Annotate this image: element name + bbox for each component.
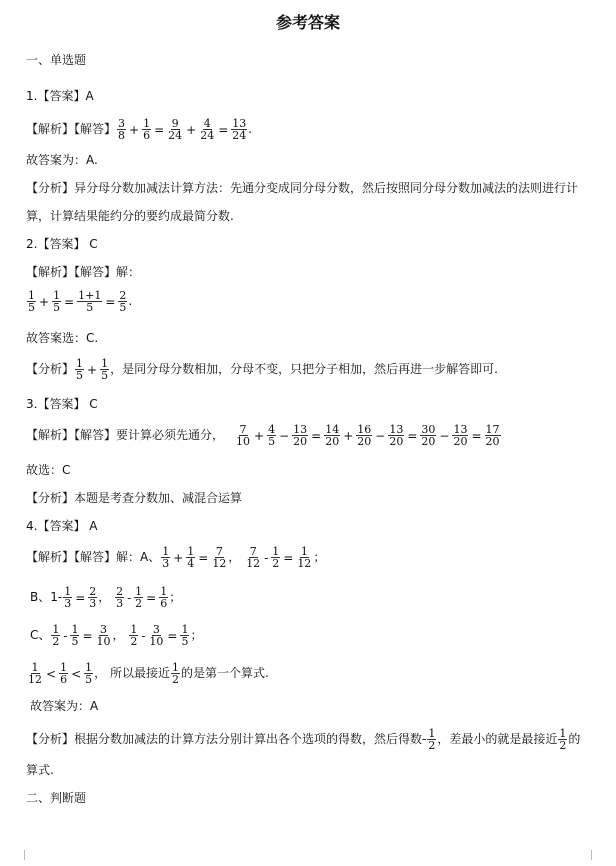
denominator: 12 [212, 557, 227, 570]
q2-conclusion: 故答案选：C. [26, 331, 99, 345]
math-operator: + [254, 428, 265, 443]
denominator: 12 [246, 557, 261, 570]
denominator: 20 [485, 435, 500, 448]
fraction [231, 118, 247, 141]
q4-eq-c2 [128, 624, 190, 647]
q2-equation [26, 290, 128, 313]
denominator: 3 [162, 557, 170, 570]
fraction [267, 424, 276, 447]
numerator: 1 [135, 585, 143, 598]
math-operator: + [39, 294, 50, 309]
numerator: 13 [453, 423, 468, 436]
page-corner-mark-left [14, 850, 25, 860]
q4-explanation: 【分析】根据分数加减法的计算方法分别计算出各个选项的得数，然后得数- $\frac{1}{2}$ ，差最小的就是最接近 $\frac{1}{2}$ 的 [26, 727, 581, 752]
math-operator: - [127, 590, 132, 605]
fraction [27, 662, 43, 685]
math-operator: < [46, 666, 57, 681]
numerator: 3 [118, 117, 126, 130]
numerator: 4 [203, 117, 211, 130]
numerator: 1 [28, 289, 35, 302]
denominator: 5 [268, 435, 276, 448]
denominator: 20 [453, 435, 468, 448]
numerator: 14 [325, 423, 340, 436]
numerator: 3 [152, 623, 160, 636]
q1-explanation-line2: 算，计算结果能约分的要约成最简分数. [26, 209, 234, 223]
section-heading-true-false: 二、判断题 [26, 791, 87, 805]
q1-analysis: 【解析】【解答】 $\frac{3}{8}$ + $\frac{1}{6}$ = $\frac{9}{24}$ + $\frac{4}{24}$ = $\frac{13}{24}$ . [26, 117, 253, 142]
numerator: 16 [357, 423, 372, 436]
denominator: 10 [149, 635, 164, 648]
numerator: 1 [52, 623, 60, 636]
fraction [292, 424, 308, 447]
numerator: 4 [268, 423, 276, 436]
denominator: 5 [85, 673, 93, 686]
numerator: 3 [100, 623, 108, 636]
denominator: 6 [160, 597, 168, 610]
denominator: 2 [428, 739, 436, 752]
fraction [161, 546, 170, 569]
fraction [427, 728, 436, 751]
fraction [88, 586, 97, 609]
q3-equation [234, 424, 502, 447]
fraction [211, 546, 227, 569]
numerator: 13 [232, 117, 247, 130]
q4-eq-a1 [160, 546, 228, 569]
numerator: 13 [293, 423, 308, 436]
numerator: 13 [389, 423, 404, 436]
denominator: 12 [28, 673, 42, 686]
q2-explanation-expression [74, 358, 110, 381]
numerator: 1 [428, 727, 436, 740]
q4-analysis-c: C、 $\frac{1}{2}$ - $\frac{1}{5}$ = $\frac{3}{10}$ ， $\frac{1}{2}$ - $\frac{3}{10}$ = $\frac{1}{5}$ ； [30, 623, 203, 648]
q1-explanation-line1: 【分析】异分母分数加减法计算方法：先通分变成同分母分数，然后按照同分母分数加减法的法则进行计 [26, 181, 579, 195]
numerator: 30 [421, 423, 436, 436]
denominator: 3 [116, 597, 124, 610]
page-title: 参考答案 [275, 13, 340, 32]
fraction [77, 290, 102, 313]
math-operator: = [64, 294, 75, 309]
numerator: 1 [85, 661, 93, 674]
numerator: 1 [64, 585, 72, 598]
q1-equation [116, 118, 248, 141]
denominator: 5 [86, 301, 94, 314]
math-operator: = [105, 294, 116, 309]
denominator: 24 [200, 129, 215, 142]
fraction [171, 662, 180, 685]
q3-answer: 3.【答案】 C [26, 397, 98, 411]
fraction [142, 118, 151, 141]
fraction [356, 424, 372, 447]
numerator: 1 [187, 545, 195, 558]
fraction [51, 624, 60, 647]
fraction [100, 358, 109, 381]
denominator: 3 [64, 597, 72, 610]
numerator: 1 [559, 727, 567, 740]
numerator: 1 [76, 357, 84, 370]
denominator: 5 [53, 301, 61, 314]
fraction [558, 728, 567, 751]
fraction [27, 290, 36, 313]
fraction [180, 624, 189, 647]
fraction [117, 118, 126, 141]
denominator: 5 [71, 635, 79, 648]
numerator: 1 [272, 545, 280, 558]
numerator: 1 [53, 289, 61, 302]
denominator: 2 [272, 557, 280, 570]
denominator: 20 [357, 435, 372, 448]
fraction [452, 424, 468, 447]
fraction [70, 624, 79, 647]
denominator: 2 [171, 673, 179, 686]
denominator: 2 [130, 635, 138, 648]
q4-analysis-b: B、1- $\frac{1}{3}$ = $\frac{2}{3}$ ， $\frac{2}{3}$ - $\frac{1}{2}$ = $\frac{1}{6}$ ； [30, 585, 182, 610]
numerator: 7 [249, 545, 257, 558]
numerator: 2 [119, 289, 127, 302]
math-operator: = [167, 628, 178, 643]
math-operator: = [75, 590, 86, 605]
numerator: 2 [89, 585, 97, 598]
fraction [96, 624, 112, 647]
math-operator: + [186, 122, 197, 137]
denominator: 2 [559, 739, 567, 752]
denominator: 4 [187, 557, 195, 570]
fraction [148, 624, 164, 647]
fraction [199, 118, 215, 141]
math-operator: + [343, 428, 354, 443]
fraction [388, 424, 404, 447]
numerator: 7 [215, 545, 223, 558]
fraction [235, 424, 251, 447]
denominator: 10 [236, 435, 251, 448]
numerator: 17 [485, 423, 500, 436]
numerator: 1 [60, 661, 68, 674]
q4-eq-b2 [114, 586, 169, 609]
q4-conclusion: 故答案为：A [30, 699, 99, 713]
q3-explanation: 【分析】本题是考查分数加、减混合运算 [26, 491, 243, 505]
denominator: 24 [168, 129, 183, 142]
q2-answer: 2.【答案】 C [26, 237, 98, 251]
math-operator: + [129, 122, 140, 137]
q4-comparison: $\frac{1}{12}$ < $\frac{1}{6}$ < $\frac{1}{5}$ ， 所以最接近 $\frac{1}{2}$ 的是第一个算式. [28, 661, 269, 686]
denominator: 6 [60, 673, 68, 686]
numerator: 9 [171, 117, 179, 130]
numerator: 1 [160, 585, 168, 598]
fraction [118, 290, 127, 313]
numerator: 1 [143, 117, 151, 130]
math-operator: − [439, 428, 450, 443]
numerator: 7 [239, 423, 247, 436]
math-operator: = [198, 550, 209, 565]
q2-explanation: 【分析】 $\frac{1}{5}$ + $\frac{1}{5}$ ，是同分母分数相加，分母不变，只把分子相加，然后再进一步解答即可. [26, 357, 498, 382]
denominator: 2 [135, 597, 143, 610]
numerator: 1 [171, 661, 179, 674]
denominator: 10 [96, 635, 111, 648]
math-operator: − [279, 428, 290, 443]
fraction [324, 424, 340, 447]
fraction [134, 586, 143, 609]
math-operator: = [283, 550, 294, 565]
q2-analysis: 【解析】【解答】解： [26, 265, 141, 279]
denominator: 5 [181, 635, 189, 648]
math-operator: = [311, 428, 322, 443]
numerator: 1 [130, 623, 138, 636]
q4-eq-c1 [50, 624, 112, 647]
denominator: 12 [297, 557, 312, 570]
q4-half-fraction-2 [426, 728, 437, 751]
denominator: 20 [389, 435, 404, 448]
q4-analysis-a: 【解析】【解答】解：A、 $\frac{1}{3}$ + $\frac{1}{4}$ = $\frac{7}{12}$ ， $\frac{7}{12}$ - $\frac{1}{2}$ = $\frac{1}{12}$ ； [26, 545, 326, 570]
math-operator: = [82, 628, 93, 643]
math-operator: − [375, 428, 386, 443]
denominator: 6 [143, 129, 151, 142]
numerator: 1 [162, 545, 170, 558]
q3-analysis: 【解析】【解答】要计算必须先通分， $\frac{7}{10}$ + $\frac{4}{5}$ − $\frac{13}{20}$ = $\frac{14}{20}$ + $\frac{16}{20}$ − $\frac{13}{20}$ = $\frac{30}{20}$ − $\frac{13}{20}$ = $\frac{17}{20}$ [26, 423, 500, 448]
denominator: 5 [101, 369, 109, 382]
fraction [167, 118, 183, 141]
math-operator: = [218, 122, 229, 137]
denominator: 8 [118, 129, 126, 142]
q4-half-fraction-3 [557, 728, 568, 751]
fraction [245, 546, 261, 569]
q1-answer: 1.【答案】A [26, 89, 94, 103]
denominator: 5 [119, 301, 127, 314]
fraction [84, 662, 93, 685]
q3-conclusion: 故选：C [26, 463, 71, 477]
numerator: 1 [71, 623, 79, 636]
fraction [129, 624, 138, 647]
math-operator: - [63, 628, 68, 643]
math-operator: = [471, 428, 482, 443]
numerator: 1 [31, 661, 39, 674]
page-corner-mark-right [591, 850, 602, 860]
denominator: 3 [89, 597, 97, 610]
numerator: 1 [181, 623, 189, 636]
math-operator: = [154, 122, 165, 137]
fraction [485, 424, 501, 447]
math-operator: - [264, 550, 269, 565]
fraction [271, 546, 280, 569]
fraction [159, 586, 168, 609]
numerator: 2 [116, 585, 124, 598]
fraction [52, 290, 61, 313]
q2-equation-line: $\frac{1}{5}$ + $\frac{1}{5}$ = $\frac{1+1}{5}$ = $\frac{2}{5}$ . [28, 289, 133, 314]
q4-answer: 4.【答案】 A [26, 519, 98, 533]
fraction [186, 546, 195, 569]
q4-half-fraction [170, 662, 181, 685]
fraction [59, 662, 68, 685]
math-operator: < [71, 666, 82, 681]
math-operator: - [141, 628, 146, 643]
math-operator: + [87, 362, 98, 377]
denominator: 20 [421, 435, 436, 448]
numerator: 1 [101, 357, 109, 370]
q4-inequality [26, 662, 94, 685]
math-operator: = [146, 590, 157, 605]
fraction [420, 424, 436, 447]
math-operator: = [407, 428, 418, 443]
fraction [296, 546, 312, 569]
denominator: 20 [293, 435, 308, 448]
section-heading-single-choice: 一、单选题 [26, 53, 87, 67]
denominator: 24 [232, 129, 247, 142]
denominator: 5 [76, 369, 84, 382]
fraction [63, 586, 72, 609]
q4-eq-a2 [244, 546, 313, 569]
denominator: 5 [28, 301, 35, 314]
q4-eq-b1 [62, 586, 98, 609]
numerator: 1 [300, 545, 308, 558]
denominator: 20 [325, 435, 340, 448]
denominator: 2 [52, 635, 60, 648]
q4-explanation-line2: 算式. [26, 763, 54, 777]
q1-conclusion: 故答案为：A. [26, 153, 98, 167]
math-operator: + [173, 550, 184, 565]
fraction [75, 358, 84, 381]
numerator: 1+1 [78, 289, 102, 302]
fraction [115, 586, 124, 609]
